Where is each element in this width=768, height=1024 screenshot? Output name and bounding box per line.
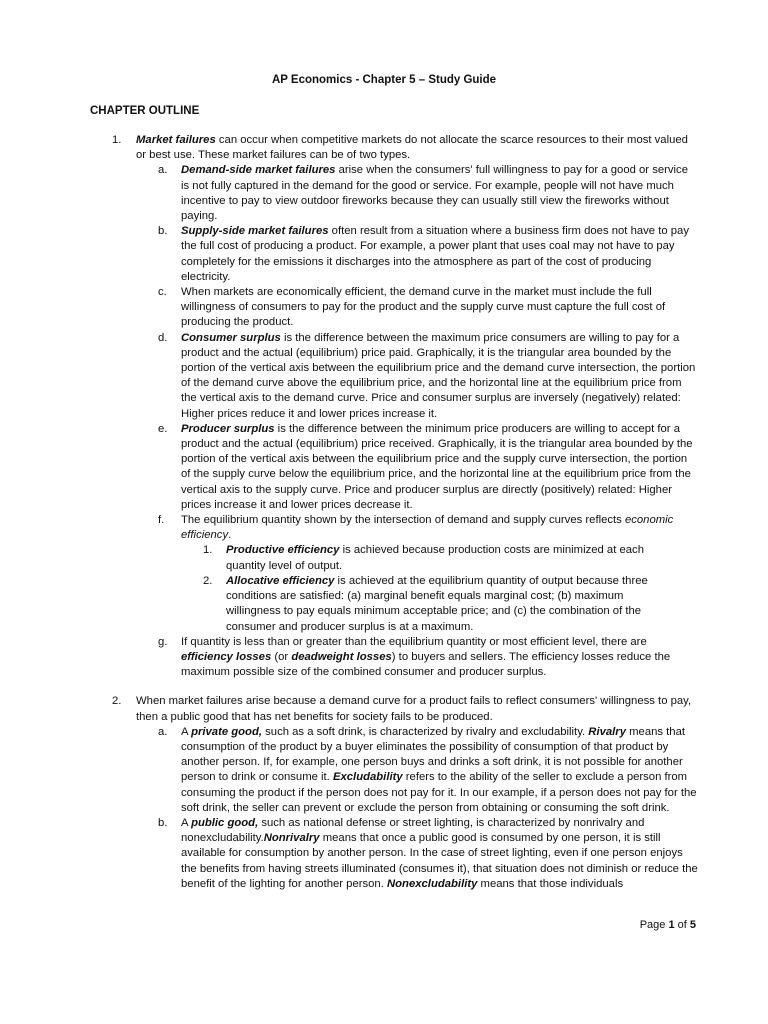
outline-body	[0, 133, 768, 892]
outline-item-2	[0, 694, 768, 892]
item-gap	[0, 680, 768, 694]
sub-item-1b: b. Supply-side market failures often result from a situation where a business firm does not have to pay the full cost of producing a product. For example, a power plant that uses coal may not have to pay completely for the emissions it discharges into the atmosphere as part of the cost of producing electricity.	[158, 225, 689, 283]
sub-item-2a: a. A private good, such as a soft drink, is characterized by rivalry and excludability. Rivalry means that consumption of the product by a buyer eliminates the possibility of consumption of that product by another person. If, for example, one person buys and drinks a soft drink, it is not possible for another person to drink or consume it. Excludability refers to the ability of the seller to exclude a person from consuming the product if the person does not pay for it. In our example, if a person does not pay for the soft drink, the seller can prevent or exclude the person from obtaining or consuming the soft drink.	[158, 725, 697, 814]
outline-item-1	[0, 133, 768, 680]
sub-item-1f: f. The equilibrium quantity shown by the intersection of demand and supply curves reflects economic efficiency. 1. Productive efficiency is achieved because production costs are minimized at each quantity level of output. 2. Allocative efficiency is achieved at the equilibrium quantity of output because three conditions are satisfied: (a) marginal benefit equals marginal cost; (b) maximum willingness to pay equals minimum acceptable price; and (c) the combination of the consumer and producer surplus is at a maximum.	[0, 513, 768, 635]
sub-item-1d: d. Consumer surplus is the difference between the maximum price consumers are willing to pay for a product and the actual (equilibrium) price paid. Graphically, it is the triangular area bounded by the portion of the vertical axis between the equilibrium price and the demand curve intersection, the portion of the demand curve above the equilibrium price, and the horizontal line at the equilibrium price from the vertical axis to the demand curve. Price and consumer surplus are inversely (negatively) related: Higher prices reduce it and lower prices increase it.	[158, 331, 696, 420]
item-number: 1.	[112, 134, 122, 146]
document-title: AP Economics - Chapter 5 – Study Guide	[271, 74, 497, 86]
item-text: Market failures can occur when competitive markets do not allocate the scarce resources to their most valued or best use. These market failures can be of two types.	[136, 134, 688, 162]
sub-sub-item-1f2: 2. Allocative efficiency is achieved at the equilibrium quantity of output because three conditions are satisfied: (a) marginal benefit equals marginal cost; (b) maximum willingness to pay equals minimum acceptable price; and (c) the combination of the consumer and producer surplus is at a maximum.	[203, 574, 648, 633]
sub-item-1a: a. Demand-side market failures arise when the consumers' full willingness to pay for a good or service is not fully captured in the demand for the good or service. For example, people will not have much incentive to pay to view outdoor fireworks because they can usually still view the fireworks without paying.	[158, 164, 688, 223]
chapter-outline-heading: CHAPTER OUTLINE	[90, 105, 200, 117]
sub-item-2b: b. A public good, such as national defense or street lighting, is characterized by nonrivalry and nonexcludability.Nonrivalry means that once a public good is consumed by one person, it is still available for consumption by another person. In the case of street lighting, even if one person enjoys the benefits from having streets illuminated (consumes it), that situation does not diminish or reduce the benefit of the lighting for another person. Nonexcludability means that those individuals	[158, 816, 698, 890]
sub-item-1g: g. If quantity is less than or greater than the equilibrium quantity or most efficient level, there are efficiency losses (or deadweight losses) to buyers and sellers. The efficiency losses reduce the maximum possible size of the combined consumer and producer surplus.	[158, 635, 671, 679]
sub-item-1e: e. Producer surplus is the difference between the minimum price producers are willing to accept for a product and the actual (equilibrium) price received. Graphically, it is the triangular area bounded by the portion of the vertical axis between the equilibrium price and the supply curve intersection, the portion of the supply curve below the equilibrium price, and the horizontal line at the equilibrium price from the vertical axis to the supply curve. Price and producer surplus are directly (positively) related: Higher prices increase it and lower prices decrease it.	[158, 422, 693, 511]
page-footer: Page 1 of 5	[639, 919, 696, 931]
sub-item-1c: c. When markets are economically efficient, the demand curve in the market must include the full willingness of consumers to pay for the product and the supply curve must capture the full cost of producing the product.	[158, 286, 666, 329]
sub-sub-item-1f1: 1. Productive efficiency is achieved because production costs are minimized at each quantity level of output.	[203, 544, 644, 572]
item-number: 2.	[112, 695, 122, 708]
item-text: When market failures arise because a demand curve for a product fails to reflect consumers' willingness to pay, then a public good that has net benefits for society fails to be produced.	[136, 695, 692, 723]
